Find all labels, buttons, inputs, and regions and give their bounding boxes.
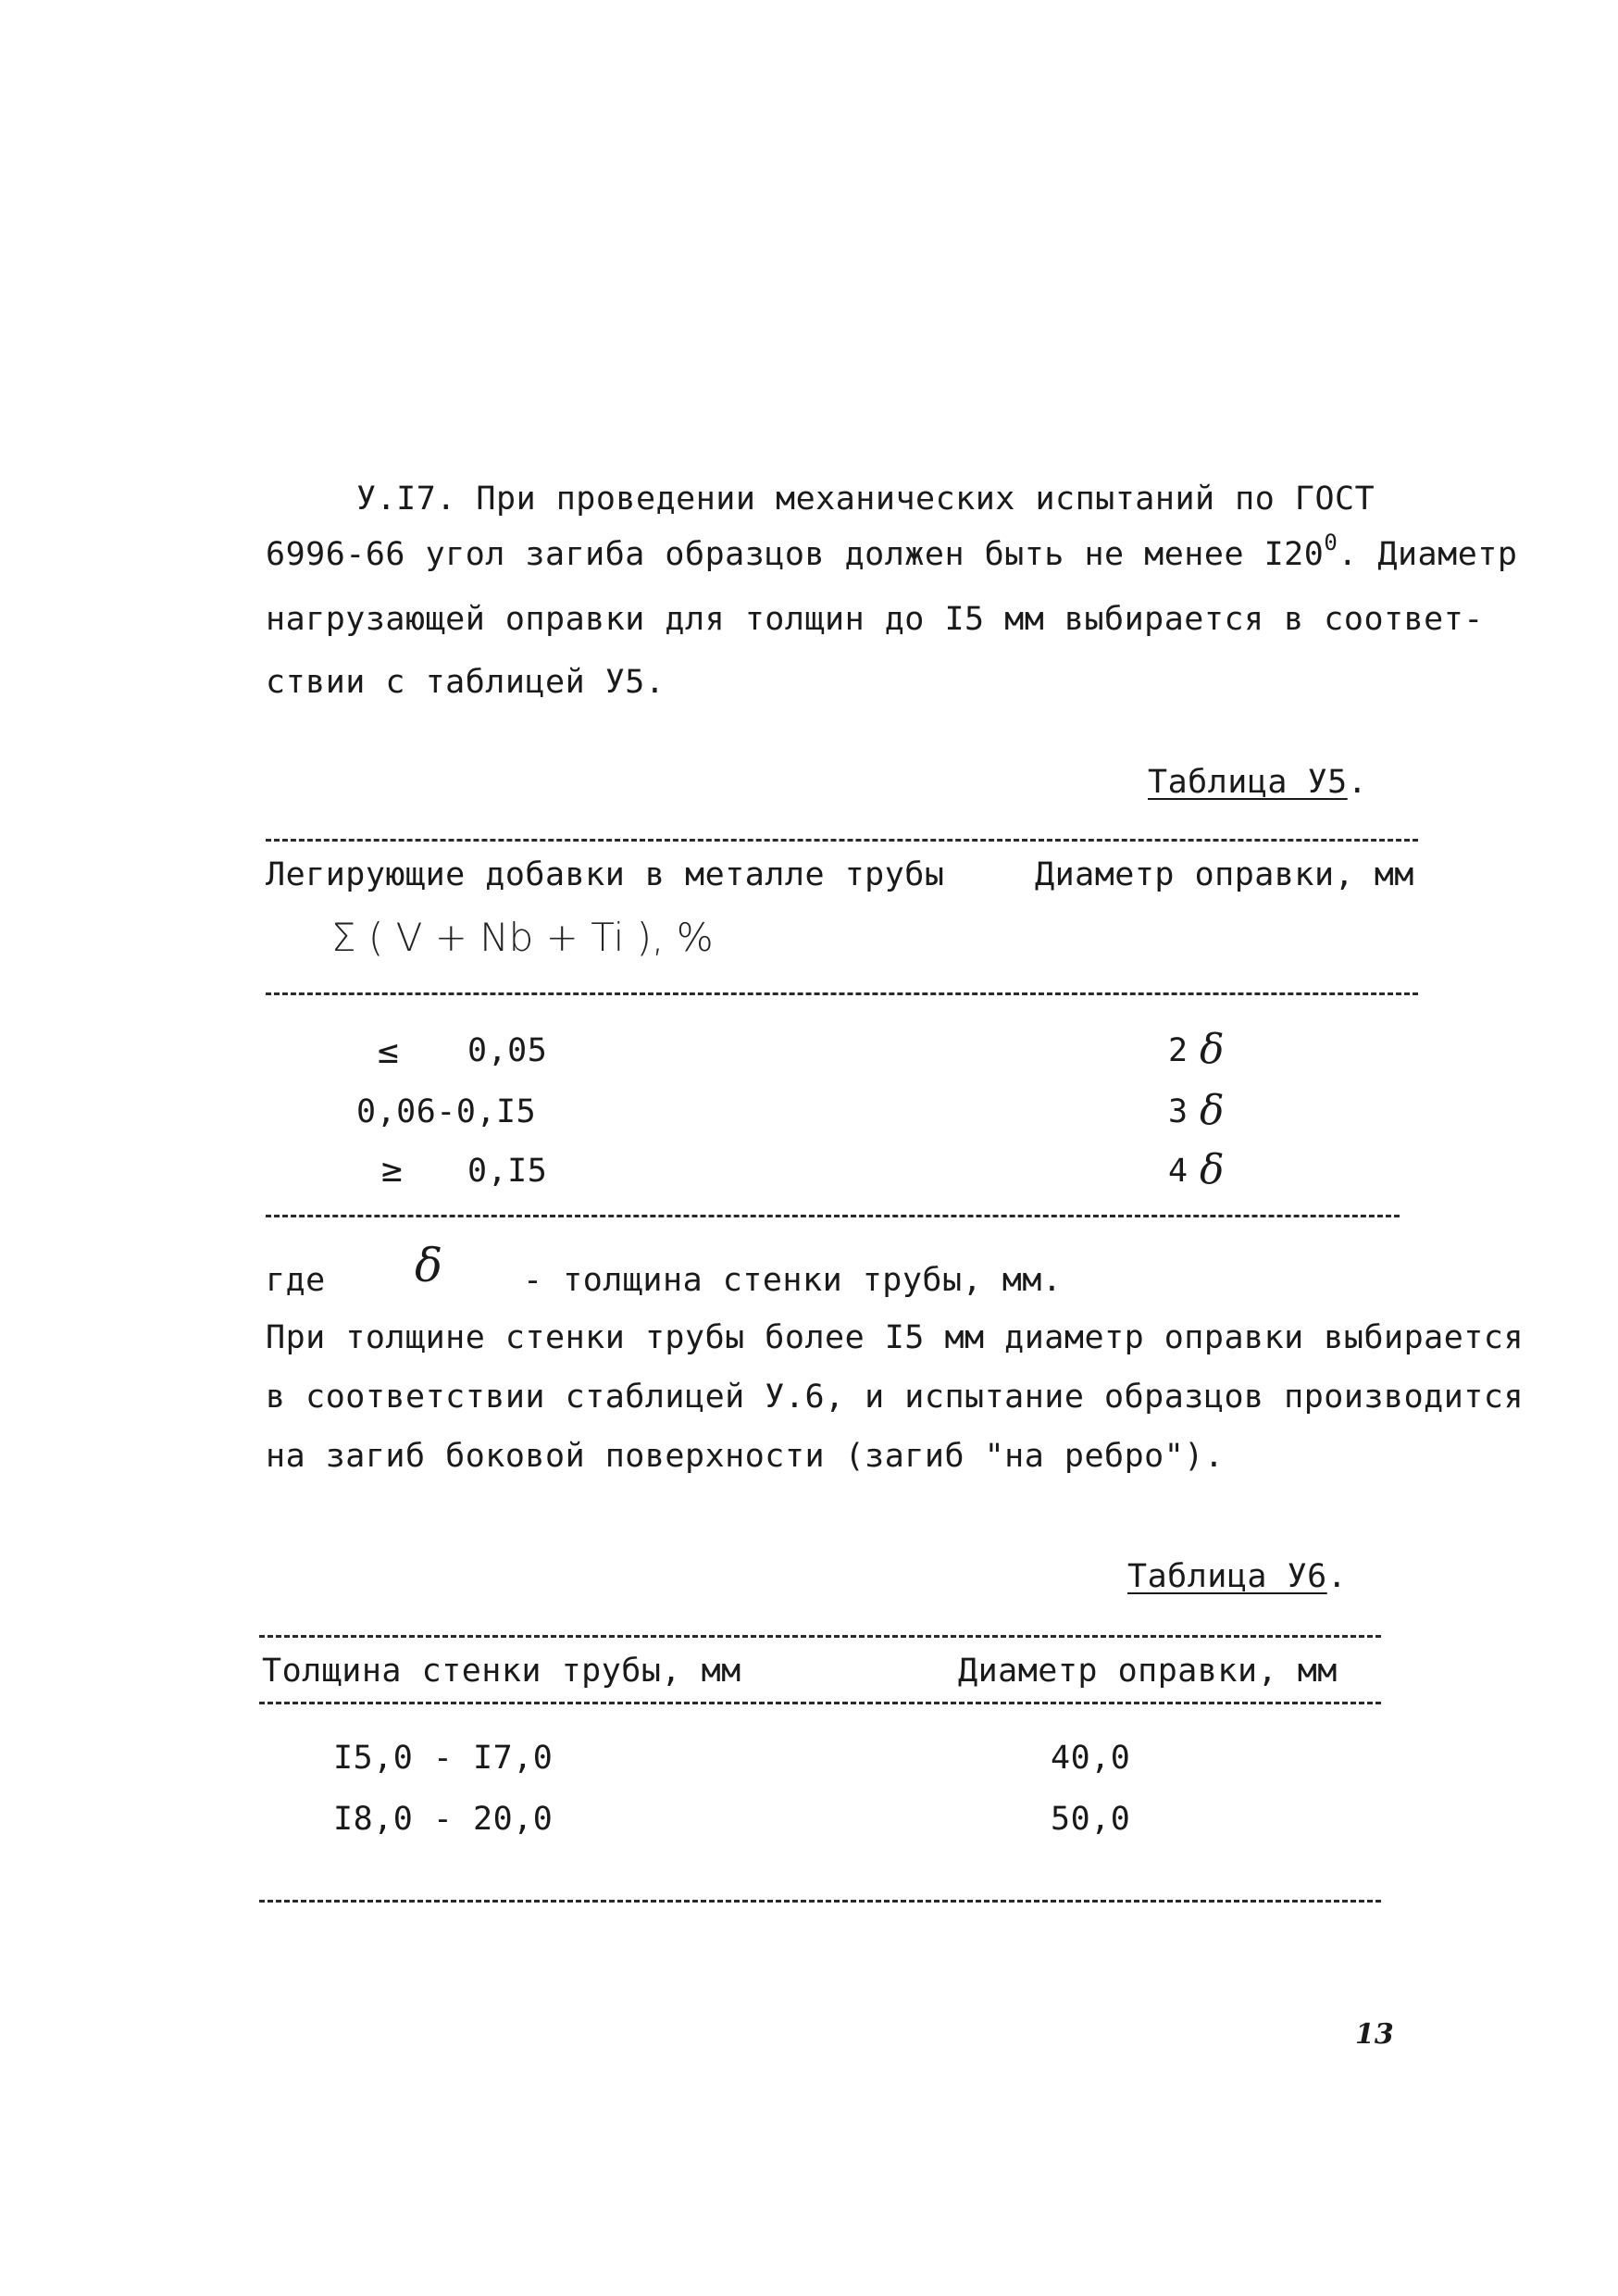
degree-superscript: 0	[1324, 530, 1338, 555]
paragraph-u6-line3: на загиб боковой поверхности (загиб "на ребро").	[266, 1438, 1225, 1475]
paragraph-u6-line2: в соответствии стаблицей У.6, и испытание образцов производится	[266, 1379, 1525, 1416]
table-u5-cell-coef: 3	[1168, 1093, 1189, 1130]
table-u5-cell-value: 0,06-0,I5	[356, 1093, 537, 1130]
paragraph-u6-line1: При толщине стенки трубы более I5 мм диаметр оправки выбирается	[266, 1319, 1525, 1356]
note-where: где	[266, 1262, 326, 1299]
paragraph-u17-line3: нагрузающей оправки для толщин до I5 мм выбирается в соответ-	[266, 601, 1484, 638]
table-u5-caption	[1148, 764, 1368, 801]
table-u5-cell-value: 0,I5	[467, 1153, 548, 1190]
less-equal-icon: ≤	[378, 1030, 400, 1071]
note-definition: - толщина стенки трубы, мм.	[523, 1262, 1063, 1299]
table-u6-cell-diameter: 40,0	[1051, 1740, 1131, 1777]
delta-symbol: δ	[415, 1239, 443, 1292]
table-u5-top-rule	[266, 839, 1418, 842]
table-u6-header-rule	[259, 1702, 1381, 1704]
delta-symbol: δ	[1200, 1026, 1225, 1073]
table-u5-cell-coef: 4	[1168, 1153, 1189, 1190]
paragraph-u17-line2	[266, 530, 1518, 573]
table-u5-header-formula: Σ ( V + Nb + Ti ), %	[331, 915, 714, 960]
table-u6-header-right: Диаметр оправки, мм	[958, 1653, 1338, 1690]
paragraph-u17-line1: У.I7. При проведении механических испытаний по ГОСТ	[356, 480, 1375, 518]
table-u5-caption-text: Таблица У5	[1148, 764, 1348, 801]
paragraph-u17-line2-text: 6996-66 угол загиба образцов должен быть не менее I20	[266, 536, 1325, 573]
greater-equal-icon: ≥	[381, 1149, 404, 1190]
table-u6-caption-dot: .	[1326, 1558, 1348, 1595]
delta-symbol: δ	[1200, 1146, 1225, 1193]
paragraph-u17-line2-tail: . Диаметр	[1338, 536, 1518, 573]
table-u6-caption	[1127, 1558, 1348, 1595]
page-number: 13	[1355, 2018, 1394, 2051]
table-u5-cell-coef: 2	[1168, 1032, 1189, 1069]
table-u6-top-rule	[259, 1635, 1381, 1638]
table-u5-header-rule	[266, 992, 1418, 995]
table-u5-caption-dot: .	[1347, 764, 1368, 801]
paragraph-u17-line4: ствии с таблицей У5.	[266, 664, 666, 701]
delta-symbol: δ	[1200, 1087, 1225, 1134]
table-u5-header-right: Диаметр оправки, мм	[1035, 856, 1414, 893]
table-u5-bottom-rule	[266, 1215, 1400, 1217]
table-u6-header-left: Толщина стенки трубы, мм	[262, 1653, 741, 1690]
table-u6-cell-thickness: I8,0 - 20,0	[333, 1801, 554, 1838]
table-u6-cell-diameter: 50,0	[1051, 1801, 1131, 1838]
table-u5-header-left: Легирующие добавки в металле трубы	[266, 856, 945, 893]
table-u6-caption-text: Таблица У6	[1127, 1558, 1327, 1595]
table-u6-bottom-rule	[259, 1900, 1381, 1903]
table-u6-cell-thickness: I5,0 - I7,0	[333, 1740, 554, 1777]
table-u5-cell-value: 0,05	[467, 1032, 548, 1069]
